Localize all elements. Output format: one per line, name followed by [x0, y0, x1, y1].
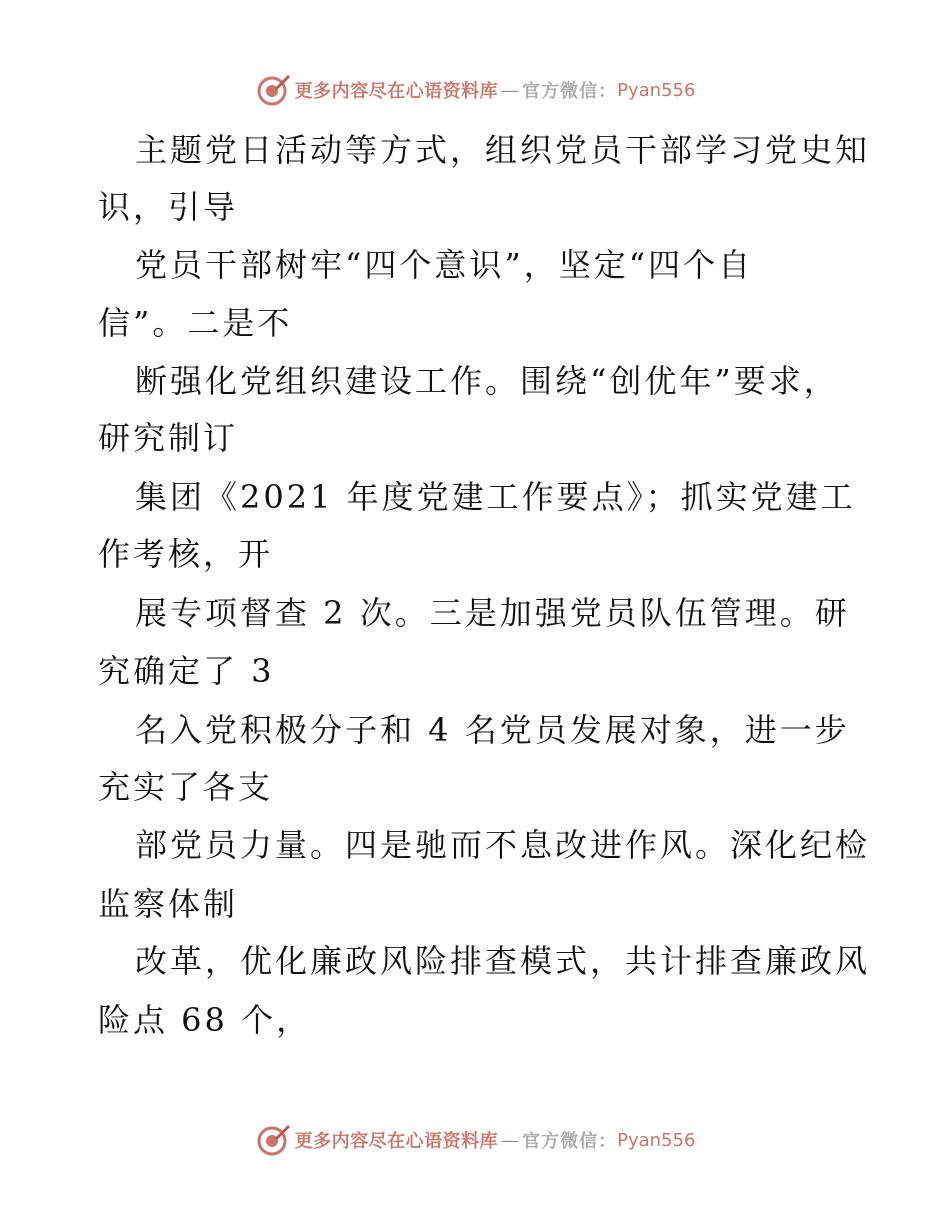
header-watermark-banner — [0, 70, 950, 110]
text-line: 研究制订 — [98, 419, 239, 457]
banner-separator: — — [501, 1129, 520, 1151]
text-line: 主题党日活动等方式，组织党员干部学习党史知 — [135, 131, 871, 169]
text-line: 集团《2021 年度党建工作要点》；抓实党建工 — [135, 478, 856, 516]
text-line: 改革，优化廉政风险排查模式，共计排查廉政风 — [135, 942, 871, 980]
text-line: 究确定了 3 — [98, 652, 275, 690]
banner-wechat-label: 官方微信： — [522, 81, 618, 102]
text-line: 名入党积极分子和 4 名党员发展对象，进一步 — [135, 711, 850, 749]
text-line: 党员干部树牢“四个意识”，坚定“四个自 — [135, 246, 754, 284]
banner-title: 更多内容尽在心语资料库 — [294, 81, 499, 102]
text-line: 信”。二是不 — [98, 304, 293, 342]
text-line: 险点 68 个， — [98, 1001, 312, 1039]
banner-wechat-id: Pyan556 — [617, 79, 696, 101]
text-line: 部党员力量。四是驰而不息改进作风。深化纪检 — [135, 826, 871, 864]
brush-logo-icon — [255, 72, 291, 108]
brush-logo-icon — [255, 1122, 291, 1158]
text-line: 监察体制 — [98, 885, 239, 923]
text-line: 断强化党组织建设工作。围绕“创优年”要求， — [135, 362, 839, 400]
text-line: 识，引导 — [98, 188, 239, 226]
text-line: 充实了各支 — [98, 768, 274, 806]
footer-watermark-banner — [0, 1120, 950, 1160]
banner-wechat-id: Pyan556 — [617, 1129, 696, 1151]
banner-wechat-label: 官方微信： — [522, 1131, 618, 1152]
banner-title: 更多内容尽在心语资料库 — [294, 1131, 499, 1152]
banner-separator: — — [501, 79, 520, 101]
text-line: 展专项督查 2 次。三是加强党员队伍管理。研 — [135, 594, 850, 632]
text-line: 作考核，开 — [98, 535, 274, 573]
